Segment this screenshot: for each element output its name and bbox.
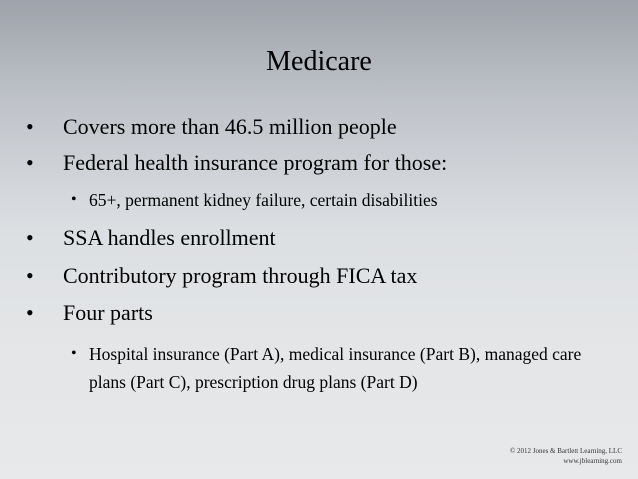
bullet-icon: • [26, 114, 34, 139]
bullet-icon: • [71, 345, 77, 362]
bullet-item [26, 262, 417, 290]
bullet-text: Federal health insurance program for those: [63, 150, 448, 175]
bullet-text: Hospital insurance (Part A), medical insurance (Part B), managed care plans (Part C), prescription drug plans (Part D) [89, 344, 582, 392]
bullet-item [26, 299, 153, 327]
website-line: www.jblearning.com [563, 457, 622, 465]
bullet-icon: • [26, 150, 34, 175]
bullet-icon: • [71, 191, 77, 208]
sub-bullet-item [71, 340, 609, 396]
copyright-line: © 2012 Jones & Bartlett Learning, LLC [509, 447, 622, 455]
bullet-item [26, 113, 397, 141]
bullet-icon: • [26, 300, 34, 325]
bullet-icon: • [26, 225, 34, 250]
bullet-text: SSA handles enrollment [63, 225, 276, 250]
bullet-icon: • [26, 263, 34, 288]
bullet-item [26, 224, 276, 252]
slide-title: Medicare [266, 46, 372, 77]
bullet-text: Covers more than 46.5 million people [63, 114, 397, 139]
bullet-text: 65+, permanent kidney failure, certain disabilities [89, 190, 438, 210]
bullet-text: Four parts [63, 300, 153, 325]
copyright-notice [510, 446, 622, 466]
bullet-text: Contributory program through FICA tax [63, 263, 418, 288]
bullet-item [26, 149, 447, 177]
sub-bullet-item [71, 186, 609, 214]
